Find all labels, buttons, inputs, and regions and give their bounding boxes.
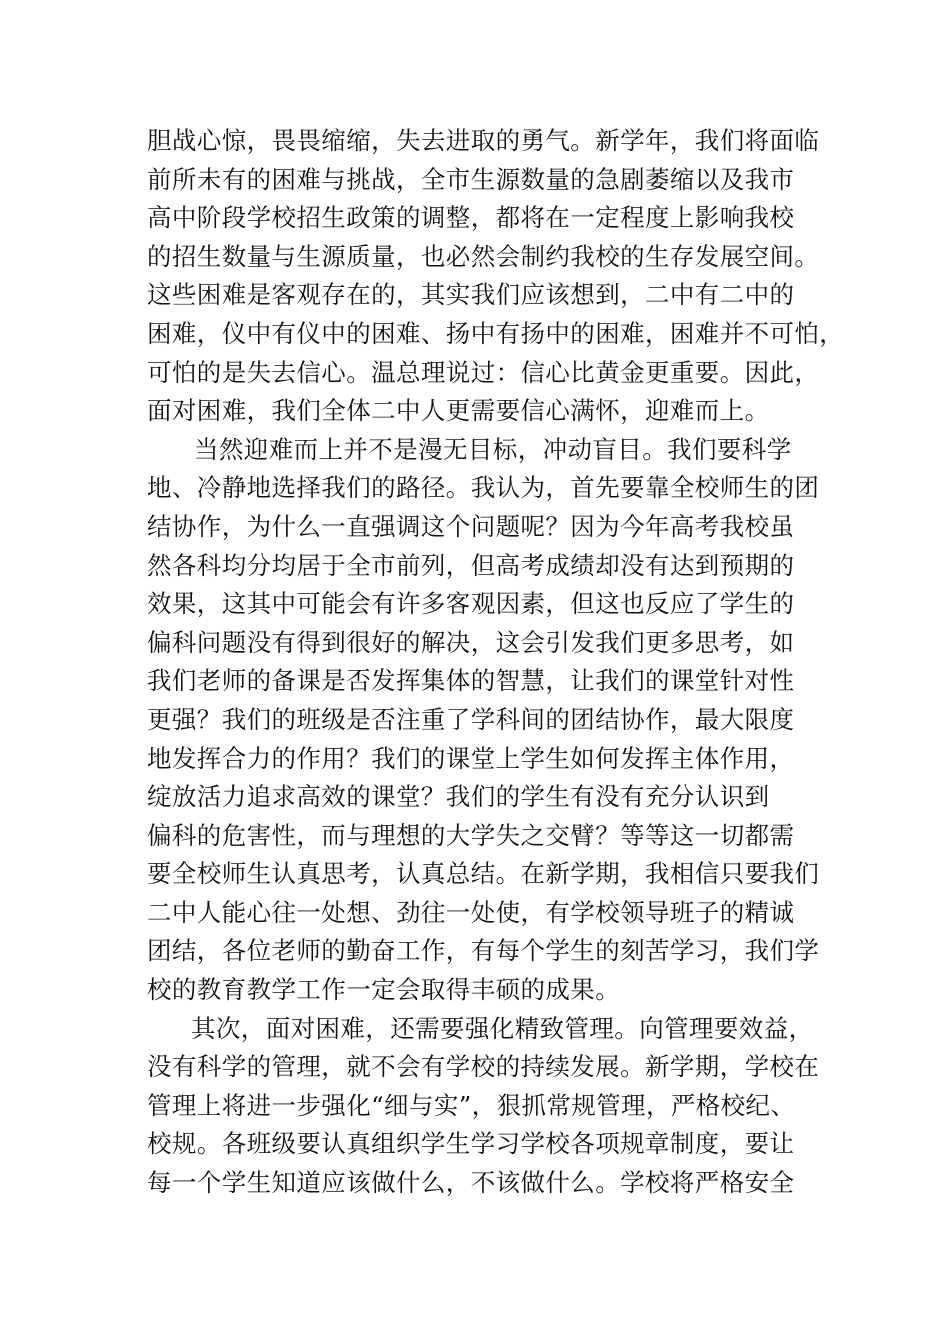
text-line: 高中阶段学校招生政策的调整，都将在一定程度上影响我校	[147, 203, 795, 233]
text-line: 结协作，为什么一直强调这个问题呢？因为今年高考我校虽	[147, 511, 795, 541]
text-line: 效果，这其中可能会有许多客观因素，但这也反应了学生的	[147, 589, 795, 619]
text-line: 我们老师的备课是否发挥集体的智慧，让我们的课堂针对性	[147, 666, 795, 696]
text-line: 可怕的是失去信心。温总理说过：信心比黄金更重要。因此，	[147, 357, 820, 387]
text-line: 校规。各班级要认真组织学生学习学校各项规章制度，要让	[147, 1129, 795, 1159]
text-line: 地发挥合力的作用？我们的课堂上学生如何发挥主体作用，	[147, 743, 795, 773]
text-line: 每一个学生知道应该做什么，不该做什么。学校将严格安全	[147, 1168, 795, 1198]
text-line: 地、冷静地选择我们的路径。我认为，首先要靠全校师生的团	[147, 473, 820, 503]
paragraph-2	[147, 431, 820, 1010]
text-line: 偏科的危害性，而与理想的大学失之交臂？等等这一切都需	[147, 820, 795, 850]
text-line: 前所未有的困难与挑战，全市生源数量的急剧萎缩以及我市	[147, 164, 795, 194]
text-line: 偏科问题没有得到很好的解决，这会引发我们更多思考，如	[147, 627, 795, 657]
text-line: 团结，各位老师的勤奋工作，有每个学生的刻苦学习，我们学	[147, 936, 820, 966]
text-line: 面对困难，我们全体二中人更需要信心满怀，迎难而上。	[147, 396, 770, 426]
text-line: 校的教育教学工作一定会取得丰硕的成果。	[147, 975, 621, 1005]
text-line: 困难，仪中有仪中的困难、扬中有扬中的困难，困难并不可怕，	[147, 318, 845, 348]
text-line: 更强？我们的班级是否注重了学科间的团结协作，最大限度	[147, 704, 795, 734]
paragraph-1	[147, 122, 845, 431]
text-line: 绽放活力追求高效的课堂？我们的学生有没有充分认识到	[147, 782, 770, 812]
text-line: 然各科均分均居于全市前列，但高考成绩却没有达到预期的	[147, 550, 795, 580]
text-line: 当然迎难而上并不是漫无目标，冲动盲目。我们要科学	[194, 434, 792, 464]
paragraph-3	[147, 1010, 820, 1203]
text-line: 胆战心惊，畏畏缩缩，失去进取的勇气。新学年，我们将面临	[147, 126, 820, 155]
text-line: 其次，面对困难，还需要强化精致管理。向管理要效益，	[191, 1013, 814, 1043]
document-page	[147, 122, 845, 1203]
text-line: 要全校师生认真思考，认真总结。在新学期，我相信只要我们	[147, 859, 820, 889]
text-line: 没有科学的管理，就不会有学校的持续发展。新学期，学校在	[147, 1052, 820, 1082]
text-line: 管理上将进一步强化“细与实”，狠抓常规管理，严格校纪、	[147, 1090, 796, 1120]
text-line: 这些困难是客观存在的，其实我们应该想到，二中有二中的	[147, 280, 795, 310]
text-line: 二中人能心往一处想、劲往一处使，有学校领导班子的精诚	[147, 897, 795, 927]
text-line: 的招生数量与生源质量，也必然会制约我校的生存发展空间。	[147, 241, 820, 271]
